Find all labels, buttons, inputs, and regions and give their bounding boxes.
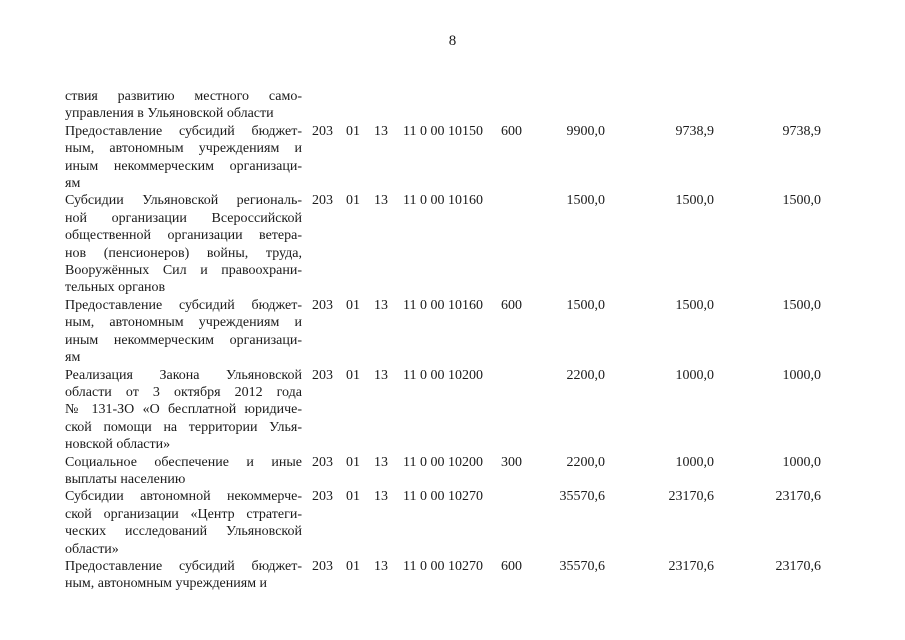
description-line: Субсидии автономной некоммерче- [65, 489, 302, 505]
description-line: Вооружённых Сил и правоохрани- [65, 263, 302, 279]
row-description [65, 88, 302, 123]
subsection-code: 13 [374, 489, 388, 505]
target-article-code: 11 0 00 10200 [403, 367, 483, 383]
section-code: 01 [346, 454, 360, 470]
expense-type-code: 600 [501, 558, 522, 574]
description-line: ным, автономным учреждениям и [65, 576, 268, 592]
description-line: ным, автономным учреждениям и [65, 315, 302, 331]
amount-year-2: 9738,9 [675, 123, 714, 139]
description-line: ской организации «Центр стратеги- [65, 506, 302, 522]
section-code: 01 [346, 367, 360, 383]
table-row [65, 192, 835, 296]
description-line: ям [65, 350, 81, 366]
amount-year-3: 23170,6 [775, 558, 821, 574]
expense-type-code: 300 [501, 454, 522, 470]
description-line: области» [65, 541, 119, 557]
amount-year-1: 2200,0 [566, 367, 605, 383]
row-description [65, 488, 302, 558]
target-article-code: 11 0 00 10160 [403, 297, 483, 313]
amount-year-2: 1500,0 [675, 193, 714, 209]
description-line: области от 3 октября 2012 года [65, 384, 302, 400]
ministry-code: 203 [312, 558, 333, 574]
description-line: Социальное обеспечение и иные [65, 454, 302, 470]
target-article-code: 11 0 00 10270 [403, 489, 483, 505]
amount-year-1: 1500,0 [566, 297, 605, 313]
table-row [65, 297, 835, 367]
ministry-code: 203 [312, 367, 333, 383]
description-line: ческих исследований Ульяновской [65, 524, 302, 540]
description-line: иным некоммерческим организаци- [65, 158, 302, 174]
subsection-code: 13 [374, 297, 388, 313]
description-line: выплаты населению [65, 471, 186, 487]
description-line: Реализация Закона Ульяновской [65, 367, 302, 383]
row-description [65, 297, 302, 367]
section-code: 01 [346, 123, 360, 139]
amount-year-2: 1000,0 [675, 454, 714, 470]
subsection-code: 13 [374, 454, 388, 470]
target-article-code: 11 0 00 10160 [403, 193, 483, 209]
amount-year-3: 1500,0 [782, 297, 821, 313]
amount-year-3: 1000,0 [782, 454, 821, 470]
amount-year-3: 1000,0 [782, 367, 821, 383]
table-row [65, 88, 835, 123]
subsection-code: 13 [374, 123, 388, 139]
amount-year-2: 23170,6 [668, 489, 714, 505]
amount-year-1: 35570,6 [559, 558, 605, 574]
row-description [65, 192, 302, 296]
description-line: ным, автономным учреждениям и [65, 141, 302, 157]
description-line: новской области» [65, 437, 171, 453]
amount-year-2: 1000,0 [675, 367, 714, 383]
section-code: 01 [346, 558, 360, 574]
ministry-code: 203 [312, 297, 333, 313]
section-code: 01 [346, 297, 360, 313]
budget-table [65, 88, 835, 593]
row-description [65, 367, 302, 454]
amount-year-1: 35570,6 [559, 489, 605, 505]
amount-year-3: 9738,9 [782, 123, 821, 139]
subsection-code: 13 [374, 367, 388, 383]
table-row [65, 367, 835, 454]
ministry-code: 203 [312, 489, 333, 505]
subsection-code: 13 [374, 193, 388, 209]
amount-year-1: 9900,0 [566, 123, 605, 139]
description-line: нов (пенсионеров) войны, труда, [65, 245, 302, 261]
description-line: ской помощи на территории Улья- [65, 419, 302, 435]
description-line: ствия развитию местного само- [65, 89, 302, 104]
amount-year-2: 1500,0 [675, 297, 714, 313]
target-article-code: 11 0 00 10150 [403, 123, 483, 139]
ministry-code: 203 [312, 454, 333, 470]
description-line: Предоставление субсидий бюджет- [65, 123, 302, 139]
ministry-code: 203 [312, 193, 333, 209]
amount-year-1: 1500,0 [566, 193, 605, 209]
row-description [65, 454, 302, 489]
table-row [65, 454, 835, 489]
subsection-code: 13 [374, 558, 388, 574]
ministry-code: 203 [312, 123, 333, 139]
section-code: 01 [346, 193, 360, 209]
amount-year-3: 23170,6 [775, 489, 821, 505]
description-line: Предоставление субсидий бюджет- [65, 558, 302, 574]
row-description [65, 558, 302, 593]
table-row [65, 558, 835, 593]
target-article-code: 11 0 00 10200 [403, 454, 483, 470]
section-code: 01 [346, 489, 360, 505]
target-article-code: 11 0 00 10270 [403, 558, 483, 574]
page-number: 8 [448, 33, 457, 49]
description-line: иным некоммерческим организаци- [65, 332, 302, 348]
description-line: ной организации Всероссийской [65, 210, 302, 226]
description-line: тельных органов [65, 280, 166, 296]
description-line: ям [65, 176, 81, 192]
expense-type-code: 600 [501, 297, 522, 313]
amount-year-1: 2200,0 [566, 454, 605, 470]
description-line: Предоставление субсидий бюджет- [65, 297, 302, 313]
description-line: № 131-ЗО «О бесплатной юридиче- [65, 402, 302, 418]
description-line: управления в Ульяновской области [65, 106, 274, 122]
row-description [65, 123, 302, 193]
table-row [65, 488, 835, 558]
description-line: общественной организации ветера- [65, 228, 302, 244]
amount-year-2: 23170,6 [668, 558, 714, 574]
amount-year-3: 1500,0 [782, 193, 821, 209]
description-line: Субсидии Ульяновской региональ- [65, 193, 302, 209]
table-row [65, 123, 835, 193]
expense-type-code: 600 [501, 123, 522, 139]
